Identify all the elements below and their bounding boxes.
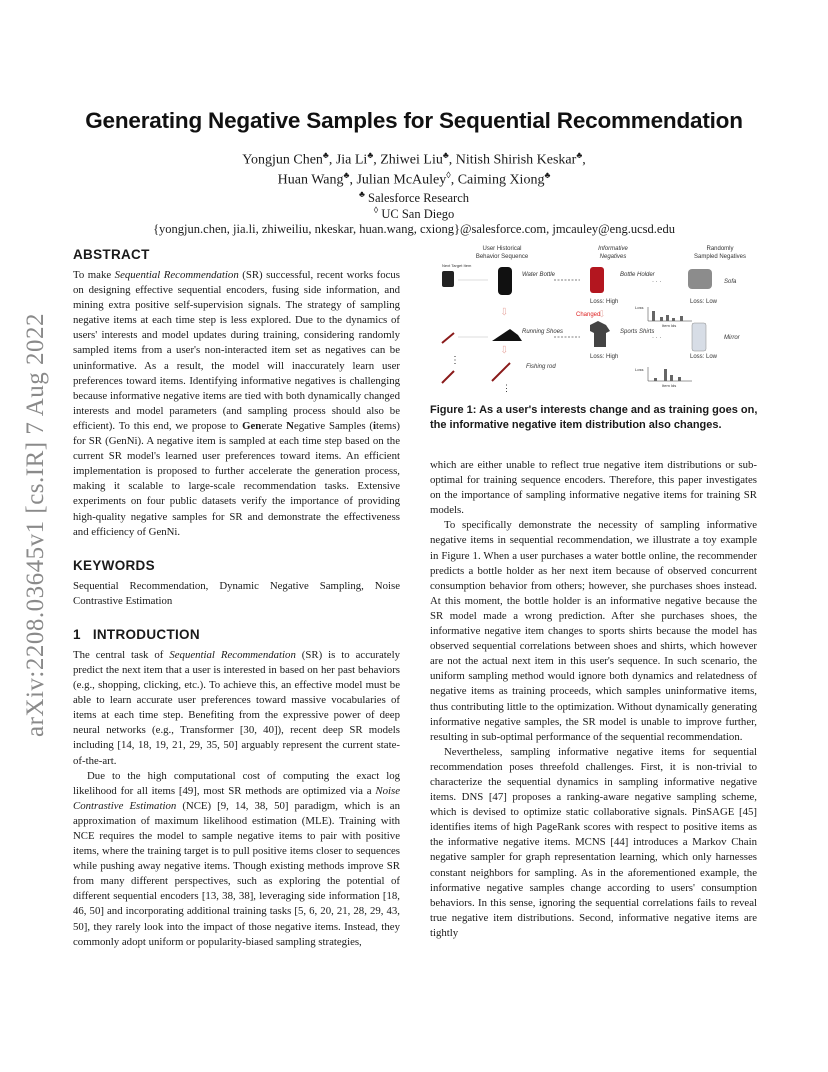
svg-text:Item Ids: Item Ids [662, 323, 677, 328]
keywords-text: Sequential Recommendation, Dynamic Negative Sampling, Noise Contrastive Estimation [73, 579, 400, 607]
down-arrow-icon: ⇩ [500, 307, 509, 318]
intro-paragraphs-left: The central task of Sequential Recommendation (SR) is to accurately predict the next item that a user is interested in based on her past behaviors (e.g., shopping, clicking, etc.). To achieve this, an effective model must be able to learn accurate user preferences toward massive vocabularies of items at each time step. Benefiting from the expressive power of deep neural networks (e.g., Transformer [30, 40]), recent deep SR models including [14, 18, 19, 21, 29, 35, 50] arguably represent the current state-of-the-art. Due to the high computational cost of computing the exact log likelihood for all items [49], most SR methods are optimized via a Noise Contrastive Estimation (NCE) [9, 14, 38, 50] paradigm, which is an approximation of maximum likelihood estimation (MLE). Training with NCE requires the model to sample negative items to pair with positive items, where the training target is to pull positive items closer to sequences while pushing away negative items. Though existing methods improve SR from many different perspectives, such as exploring the potential of different sequential encoders [13, 38, 38], leveraging side information [18, 46, 50] and incorporating additional training tasks [5, 6, 20, 21, 28, 29, 43, 50], they rarely look into the impact of those negative items. Instead, they commonly adopt uniform or popularity-biased sampling strategies, [73, 648, 401, 948]
fig-loss-low-2: Loss: Low [690, 354, 718, 360]
intro-paragraph-r3: Nevertheless, sampling informative negative items for sequential recommendation poses threefold challenges. First, it is non-trivial to characterize the sequential dynamics in sampling informative negative items. DNS [47] proposes a ranking-aware negative sampling scheme, which is devised to optimize static collaborative signals. PinSAGE [45] identifies items of high PageRank scores with respect to positive items as the informative negative items. MCNS [44] introduces a Markov Chain negative sampler for graph representation learning, which only harnesses constant neighbors for sampling. As in the aforementioned example, the informative negative samples change according to users' consumption behaviors. In this sense, ignoring the sequential correlations fails to reveal true negative item distributions. Second, informative negative items are tightly [430, 745, 757, 939]
author-affiliation-mark: ♣ [576, 150, 583, 160]
svg-text:⋮: ⋮ [502, 383, 511, 393]
author-affiliation-mark: ◊ [446, 170, 451, 180]
fig-changed-label: Changed [576, 312, 601, 318]
svg-text:Negatives: Negatives [599, 254, 627, 260]
fig-loss-low-1: Loss: Low [690, 299, 718, 305]
running-shoes-icon [492, 329, 522, 341]
svg-text:Loss: Loss [635, 305, 644, 310]
intro-heading: 1 INTRODUCTION [73, 626, 200, 642]
figure-1-illustration [430, 243, 760, 393]
arxiv-stamp: arXiv:2208.03645v1 [cs.IR] 7 Aug 2022 [22, 312, 49, 738]
intro-paragraph-r1: which are either unable to reflect true negative item distributions or sub-optimal for training sequence encoders. Therefore, this paper investigates on the importance of sampling informative negative items for training SR models. [430, 459, 757, 517]
fig-col-header-informative: Informative [598, 246, 628, 252]
svg-text:Sampled Negatives: Sampled Negatives [693, 254, 747, 260]
fig-loss-high-1: Loss: High [590, 299, 619, 305]
water-bottle-icon [498, 267, 512, 295]
author-name: Caiming Xiong [457, 172, 545, 188]
fig-label-water-bottle: Water Bottle [522, 272, 555, 278]
bottle-holder-icon [590, 267, 604, 293]
fig-user-icon [442, 271, 454, 287]
sofa-icon [688, 269, 712, 289]
fig-label-running-shoes: Running Shoes [522, 329, 564, 335]
author-affiliation-mark: ♣ [322, 150, 329, 160]
fig-loss-high-2: Loss: High [590, 354, 619, 360]
abstract-heading: ABSTRACT [73, 247, 150, 262]
figure-1-caption: Figure 1: As a user's interests change and as training goes on, the informative negative item distribution also changes. [430, 404, 758, 431]
affiliation-2 [60, 205, 768, 222]
author-name: Julian McAuley [356, 172, 447, 188]
author-name: Yongjun Chen [242, 152, 323, 168]
paper-title: Generating Negative Samples for Sequential Recommendation [85, 108, 743, 133]
author-emails: {yongjun.chen, jia.li, zhiweiliu, nkeskar, huan.wang, cxiong}@salesforce.com, jmcauley@eng.ucsd.edu [153, 222, 675, 236]
author-affiliation-mark: ♣ [343, 170, 350, 180]
fig-label-bottle-holder: Bottle Holder [620, 272, 655, 278]
svg-text:⇩: ⇩ [598, 309, 606, 319]
svg-text:Loss: Loss [635, 367, 644, 372]
svg-text:Item Ids: Item Ids [662, 383, 677, 388]
fig-label-mirror: Mirror [724, 335, 740, 341]
fig-col-header-random: Randomly [706, 246, 734, 252]
svg-text:· · ·: · · · [652, 335, 662, 341]
affiliation-mark: ◊ [373, 205, 379, 215]
author-name: Nitish Shirish Keskar [455, 152, 577, 168]
svg-text:Behavior Sequence: Behavior Sequence [475, 254, 529, 260]
fig-label-sofa: Sofa [724, 279, 737, 285]
author-affiliation-mark: ♣ [442, 150, 449, 160]
sports-shirt-icon [590, 321, 610, 347]
fishing-rod-icon [492, 363, 510, 381]
right-column [430, 458, 757, 941]
author-affiliation-mark: ♣ [544, 170, 551, 180]
authors-line-1: Yongjun Chen♣, Jia Li♣, Zhiwei Liu♣, Nitish Shirish Keskar♣, [242, 150, 586, 168]
author-name: Jia Li [335, 152, 368, 168]
author-name: Zhiwei Liu [380, 152, 443, 168]
fig-user-icon-2 [442, 333, 454, 343]
svg-text:· · ·: · · · [652, 279, 662, 285]
keywords-heading: KEYWORDS [73, 557, 155, 573]
svg-text:⋮: ⋮ [450, 355, 460, 366]
affiliation-name: UC San Diego [381, 207, 455, 222]
fig-col-header-history: User Historical [482, 246, 522, 252]
affiliation-name: Salesforce Research [368, 191, 470, 206]
left-column [73, 247, 400, 950]
fig-label-fishing-rod: Fishing rod [526, 364, 556, 370]
mirror-icon [692, 323, 706, 351]
abstract-text: To make Sequential Recommendation (SR) successful, recent works focus on designing effective sequential encoders, fusing side information, and mining extra positive self-supervision signals. The strategy of sampling negative items at each time step is less explored. Due to the dynamics of users' interests and model updates during training, considering randomly sampled items from a user's non-interacted item set as negatives can be uninformative. As a result, the model will inaccurately learn user preferences toward items. Identifying informative negatives is challenging because informative negative items are tied with both dynamically changed interests and model parameters (and sampling process should also be efficient). To this end, we propose to Generate Negative Samples (items) for SR (GenNi). A negative item is sampled at each time step based on the current SR model's learned user preferences toward items. An efficient implementation is proposed to further accelerate the generation process, making it scalable to large-scale recommendation tasks. Extensive experiments on four public datasets verify the importance of providing high-quality negative samples for SR and demonstrate the effectiveness and efficiency of GenNi. [73, 269, 401, 538]
intro-paragraph-r2: To specifically demonstrate the necessity of sampling informative negative items in sequential recommendation, we illustrate a toy example in Figure 1. When a user purchases a water bottle online, the recommender predicts a bottle holder as her next item because of observed concurrent consumption behavior from others; however, she purchases shoes instead. At this moment, the bottle holder is an informative negative because the SR model made a wrong prediction. After she purchases shoes, the informative negative item changes to sports shirts because the model has observed sequential correlations between shoes and shirts, which however are not the actual next item in this user's sequence. In such scenario, the uniform sampling method would ignore both dynamics and relatedness of negative items as training proceeds, which samples uninformative items, thus contributing little to the optimization. Without dynamically generating informative negative samples, the SR model is unable to improve further, resulting in sub-optimal performance of the sequential recommendation. [430, 519, 757, 743]
fig-label-sports-shirts: Sports Shirts [620, 329, 655, 335]
figure-1 [430, 243, 760, 393]
fig-next-target-label: Next Target Item [442, 263, 472, 268]
affiliation-mark: ♣ [358, 189, 365, 199]
affiliation-1 [60, 189, 768, 206]
author-name: Huan Wang [277, 172, 344, 188]
authors-line-2: Huan Wang♣, Julian McAuley◊, Caiming Xiong♣ [277, 170, 551, 188]
svg-text:⇩: ⇩ [500, 345, 509, 356]
author-affiliation-mark: ♣ [367, 150, 374, 160]
